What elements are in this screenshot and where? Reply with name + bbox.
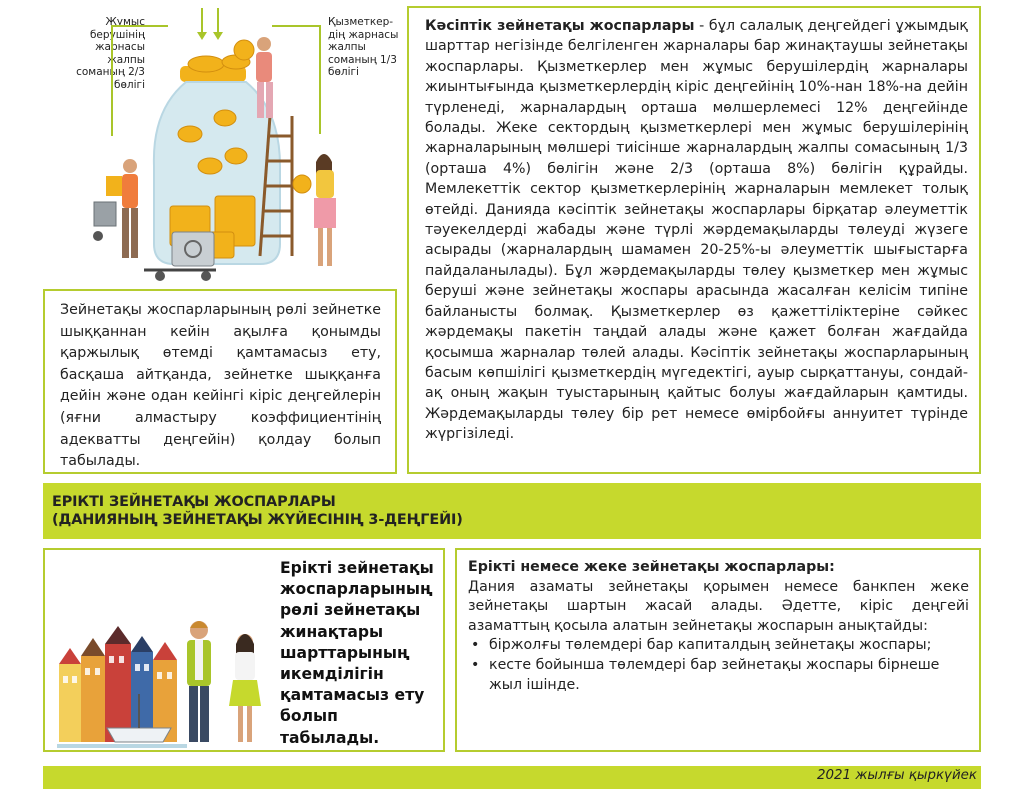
private-plans-panel [455, 548, 981, 752]
occupational-title: Кәсіптік зейнетақы жоспарлары [425, 18, 695, 34]
pension-role-panel [43, 289, 397, 474]
private-plans-body: Дания азаматы зейнетақы қорымен немесе банкпен жеке зейнетақы шартын жасай алады. Әдетте, кіріс деңгейі азаматтың қосыла алатын зейнетақы жоспарын анықтайды: [468, 578, 969, 634]
footer-date: 2021 жылғы қыркүйек [816, 768, 977, 783]
bullet-icon: • [471, 656, 480, 673]
section-title [52, 493, 463, 529]
occupational-body: - бұл салалық деңгейдегі ұжымдық шарттар негізінде белгіленген жарналары бар жинақтаушы зейнетақы жоспарлары. Қызметкерлер мен жұмыс берушілердің жарналары жиынтығында қызметкерлердің кіріс деңгейінің 10%-нан 18%-на дейін түрленеді, жарналардың орташа мөлшерлемесі 12% деңгейінде болады. Жеке сектордың қызметкерлері мен жұмыс берушілерінің жарналарының мөлшері тиісінше жарналардың жалпы сомасының 1/3 (орташа 4%) бөлігін және 2/3 (орташа 8%) бөлігін құрайды. Мемлекеттік сектор қызметкерлерінің жарналарын мемлекет толық өтейді. Данияда кәсіптік зейнетақы жоспарлары бірқатар әлеуметтік тәуекелдерді жабады және түрлі жәрдемақыларды төлеуді жүзеге асырады (жарналардың шамамен 20-25%-ы әлеуметтік шығыстарға пайдаланылады). Бұл жәрдемақыларды төлеу қызметкер мен жұмыс беруші және зейнетақы жоспары арасында жасалған келісім типіне байланысты болмақ. Қызметкерлер өз қажеттіліктеріне сәйкес жәрдемақы пакетін таңдай алады және қажет болған жағдайда қосымша жарналар төлей алады. Кәсіптік зейнетақы жоспарларының басым көпшілігі қызметкердің мүгедектігі, ауыр сырқаттануы, сондай-ақ оның жақын туыстарының қайтыс болуы жағдайларын қамтиды. Жәрдемақыларды төлеу бір рет немесе өмірбойғы аннуитет түрінде жүргізіледі. [425, 18, 969, 443]
list-item-text: кесте бойынша төлемдері бар зейнетақы жоспары бірнеше жыл ішінде. [489, 656, 940, 693]
footer-band [43, 766, 981, 789]
section-title-line2: (ДАНИЯНЫҢ ЗЕЙНЕТАҚЫ ЖҮЙЕСІНІҢ 3-ДЕҢГЕЙІ) [52, 512, 463, 528]
private-plans-title: Ерікті немесе жеке зейнетақы жоспарлары: [468, 559, 835, 575]
jar-drawing [40, 6, 400, 286]
pension-role-text: Зейнетақы жоспарларының рөлі зейнетке шыққаннан кейін ақылға қонымды қаржылық өтемді қамтамасыз ету, басқаша айтқанда, зейнетке шыққанға дейін және одан кейінгі кіріс деңгейлерін (яғни алмастыру коэффициентінің адекватты деңгейін) қолдау болып табылады. [60, 302, 381, 470]
voluntary-role-text: Ерікті зейнетақы жоспарларының рөлі зейнетақы жинақтары шарттарының икемділігін қамтамасыз ету болып табылады. [280, 559, 434, 747]
voluntary-role-panel [43, 548, 445, 752]
employer-share-label: Жұмыс берушінің жарнасы жалпы соманың 2/3 бөлігі [76, 16, 145, 91]
city-people-illustration [47, 552, 275, 752]
employee-share-label: Қызметкер-дің жарнасы жалпы соманың 1/3 бөлігі [328, 16, 399, 78]
occupational-pension-panel [407, 6, 981, 474]
pension-jar-illustration [40, 6, 400, 286]
list-item-text: біржолғы төлемдері бар капиталдың зейнетақы жоспары; [489, 637, 932, 654]
private-plans-list [468, 636, 969, 695]
list-item [468, 656, 969, 695]
section-title-line1: ЕРІКТІ ЗЕЙНЕТАҚЫ ЖОСПАРЛАРЫ [52, 494, 336, 510]
bullet-icon: • [471, 637, 480, 654]
list-item [468, 636, 969, 656]
